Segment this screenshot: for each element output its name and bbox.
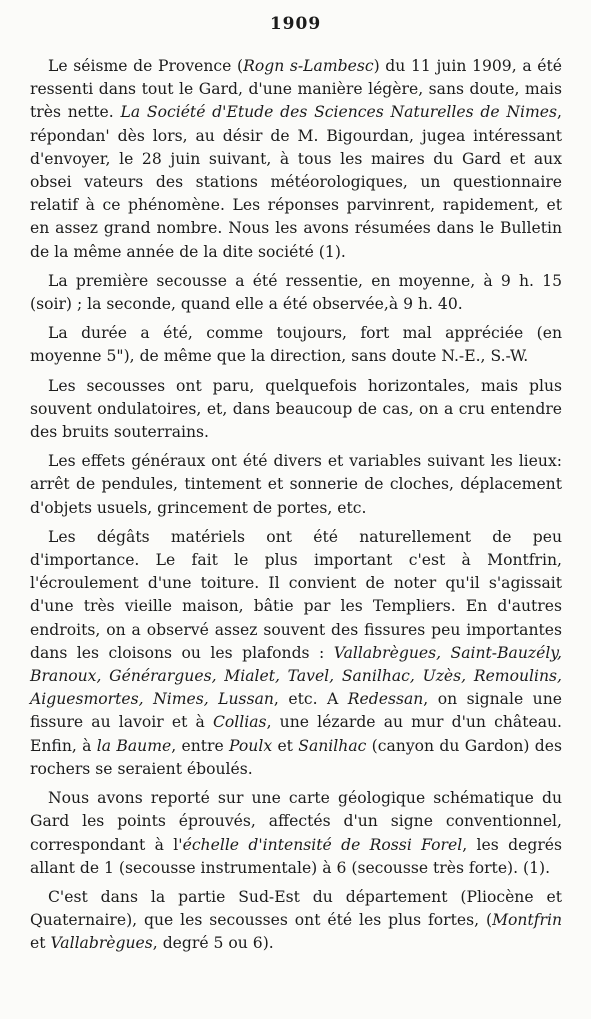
text-run: , les degrés allant de 1 (secousse instrumentale) à 6 (secousse très forte). (1). (30, 835, 563, 877)
text-run: Les effets généraux ont été divers et variables suivant les lieux: arrêt de pendules, tintement et sonnerie de cloches, déplacement d'objets usuels, grincement de portes, etc. (30, 452, 562, 517)
text-run: Les secousses ont paru, quelquefois horizontales, mais plus souvent ondulatoires, et, dans beaucoup de cas, on a cru entendre des bruits souterrains. (30, 376, 562, 442)
italic-run: Poulx (229, 736, 273, 755)
paragraph-3 (30, 322, 562, 368)
text-run: et (30, 934, 51, 953)
text-run: Provence (157, 57, 232, 75)
text-run: , on signale une fissure au lavoir et à (30, 690, 562, 732)
italic-run: échelle d'intensité de Rossi Forel (182, 835, 463, 854)
text-run: Nous avons reporté sur une carte géologique schématique du Gard les points éprouvés, affectés d'un signe conventionnel, correspondant à l' (30, 789, 562, 854)
text-run: et (272, 736, 299, 755)
text-run: La première secousse a été ressentie, en moyenne, à 9 h. 15 (soir) ; la seconde, quand elle a été observée,à 9 h. 40. (30, 271, 562, 314)
italic-run: Sanilhac (298, 736, 367, 755)
text-run: , degré 5 ou 6). (152, 934, 274, 953)
text-run: (canyon du Gardon) des rochers se seraient éboulés. (30, 736, 562, 778)
italic-run: Vallabrègues, Saint-Bauzély, Branoux, Générargues, Mialet, Tavel, Sanilhac, Uzès, Remoulins, Aiguesmortes, Nimes, Lussan (30, 643, 563, 709)
italic-run: La Société d'Etude des Sciences Naturelles de Nimes (120, 103, 558, 122)
text-run: , répondan' dès lors, au désir de M. Bigourdan, jugea intéressant d'envoyer, le 28 juin suivant, à tous les maires du Gard et aux obsei vateurs des stations météorologiques, un questionnaire relatif à ce phénomène. Les réponses parvinrent, rapidement, et en assez grand nombre. Nous les avons résumées dans le Bulletin de la même année de la dite société (1). (30, 103, 563, 261)
paragraph-2 (30, 270, 562, 316)
paragraph-4 (30, 375, 562, 445)
paragraph-8 (30, 886, 562, 956)
text-run: La durée a été, comme toujours, fort mal appréciée (en moyenne 5"), de même que la direction, sans doute N.-E., S.-W. (30, 324, 562, 366)
text-run: ) du 11 juin 1909, a été ressenti dans tout le Gard, d'une manière légère, sans doute, mais très nette. (30, 57, 562, 122)
italic-run: Montfrin (492, 911, 562, 930)
italic-run: la Baume (96, 736, 172, 755)
italic-run: Vallabrègues (50, 934, 153, 953)
paragraph-6 (30, 526, 562, 781)
text-run: C'est dans la partie Sud-Est du département (Pliocène et Quaternaire), que les secousses ont été les plus fortes, ( (30, 887, 562, 930)
italic-run: Rogn s-Lambesc (243, 57, 374, 75)
page-heading-year: 1909 (269, 14, 322, 34)
italic-run: Redessan (347, 690, 424, 709)
text-run: , etc. A (273, 690, 348, 709)
italic-run: Collias (212, 713, 267, 732)
paragraph-5 (30, 450, 562, 520)
text-run: Le séisme de (48, 57, 158, 75)
paragraph-1 (30, 55, 562, 264)
text-run: Les dégâts matériels ont été naturellement de peu d'importance. Le fait le plus important c'est à Montfrin, l'écroulement d'une toiture. Il convient de noter qu'il s'agissait d'une très vieille maison, bâtie par les Templiers. En d'autres endroits, on a observé assez souvent des fissures peu importantes dans les cloisons ou les plafonds : (30, 527, 562, 662)
paragraph-7 (30, 787, 562, 880)
text-run: , entre (171, 736, 230, 755)
text-run: ( (231, 57, 244, 75)
body-text (30, 55, 562, 956)
text-run: , une lézarde au mur d'un château. Enfin, à (30, 713, 562, 755)
